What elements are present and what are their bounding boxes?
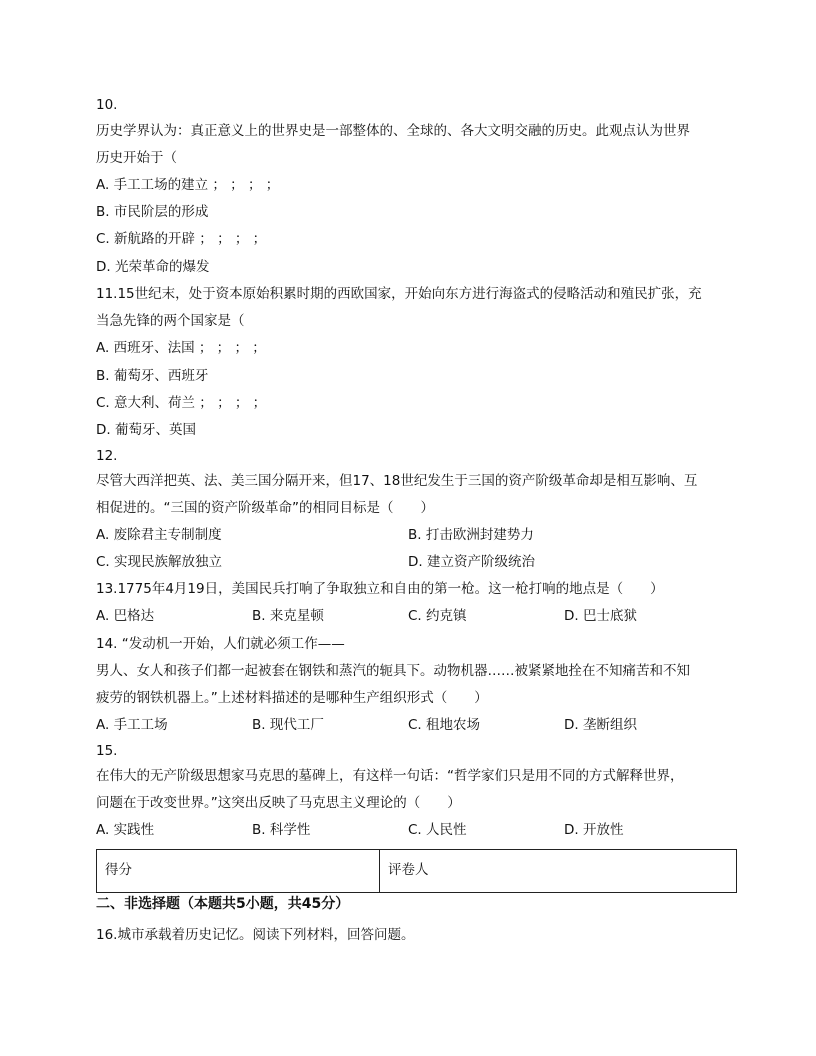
q14-stem-line-3: 疲劳的钢铁机器上。”上述材料描述的是哪种生产组织形式（ ）: [96, 690, 488, 706]
grader-label: 评卷人: [388, 862, 429, 878]
q12-number: 12.: [96, 448, 118, 464]
q16-stem-line-1: 16.城市承载着历史记忆。阅读下列材料，回答问题。: [96, 927, 415, 943]
q14-stem-line-1: 14. “发动机一开始，人们就必须工作——: [96, 636, 345, 652]
q15-number: 15.: [96, 743, 118, 759]
q10-number: 10.: [96, 97, 118, 113]
q13-stem-line-1: 13.1775年4月19日，美国民兵打响了争取独立和自由的第一枪。这一枪打响的地点是（ ）: [96, 581, 664, 597]
score-table: [96, 849, 737, 893]
q15-stem-line-2: 问题在于改变世界。”这突出反映了马克思主义理论的（ ）: [96, 795, 461, 811]
q10-option-c: C. 新航路的开辟 ； ； ； ；: [96, 231, 267, 247]
q15-option-b: B. 科学性: [252, 822, 311, 838]
q15-option-d: D. 开放性: [564, 822, 624, 838]
q13-option-a: A. 巴格达: [96, 608, 155, 624]
q10-stem-line-1: 历史学界认为：真正意义上的世界史是一部整体的、全球的、各大文明交融的历史。此观点认为世界: [96, 123, 690, 139]
q13-option-b: B. 来克星顿: [252, 608, 324, 624]
q10-option-b: B. 市民阶层的形成: [96, 204, 209, 220]
q10-option-d: D. 光荣革命的爆发: [96, 259, 210, 275]
q12-option-b: B. 打击欧洲封建势力: [408, 527, 534, 543]
q11-option-a: A. 西班牙、法国 ； ； ； ；: [96, 340, 266, 356]
q11-option-b: B. 葡萄牙、西班牙: [96, 368, 209, 384]
q11-option-c: C. 意大利、荷兰 ； ； ； ；: [96, 395, 267, 411]
q12-option-c: C. 实现民族解放独立: [96, 554, 223, 570]
q15-stem-line-1: 在伟大的无产阶级思想家马克思的墓碑上，有这样一句话：“哲学家们只是用不同的方式解释世界，: [96, 768, 684, 784]
q11-stem-line-2: 当急先锋的两个国家是（: [96, 313, 245, 329]
q10-option-a: A. 手工工场的建立 ； ； ； ；: [96, 177, 280, 193]
q14-stem-line-2: 男人、女人和孩子们都一起被套在钢铁和蒸汽的轭具下。动物机器……被紧紧地拴在不知痛苦和不知: [96, 663, 690, 679]
q10-stem-line-2: 历史开始于（: [96, 150, 177, 166]
q14-option-a: A. 手工工场: [96, 717, 168, 733]
q12-option-a: A. 废除君主专制制度: [96, 527, 222, 543]
q14-option-c: C. 租地农场: [408, 717, 481, 733]
q11-stem-line-1: 11.15世纪末，处于资本原始积累时期的西欧国家，开始向东方进行海盗式的侵略活动和殖民扩张，充: [96, 286, 702, 302]
q15-option-c: C. 人民性: [408, 822, 467, 838]
q13-option-d: D. 巴士底狱: [564, 608, 637, 624]
score-label-cell: [97, 850, 380, 893]
q14-option-b: B. 现代工厂: [252, 717, 324, 733]
q12-option-d: D. 建立资产阶级统治: [408, 554, 535, 570]
section-2-title: 二、非选择题（本题共5小题，共45分）: [96, 896, 350, 912]
q12-stem-line-2: 相促进的。“三国的资产阶级革命”的相同目标是（ ）: [96, 500, 434, 516]
q13-option-c: C. 约克镇: [408, 608, 467, 624]
q15-option-a: A. 实践性: [96, 822, 155, 838]
q12-stem-line-1: 尽管大西洋把英、法、美三国分隔开来，但17、18世纪发生于三国的资产阶级革命却是相互影响、互: [96, 473, 698, 489]
score-label: 得分: [105, 862, 132, 878]
q14-option-d: D. 垄断组织: [564, 717, 637, 733]
grader-label-cell: [380, 850, 737, 893]
q11-option-d: D. 葡萄牙、英国: [96, 422, 196, 438]
